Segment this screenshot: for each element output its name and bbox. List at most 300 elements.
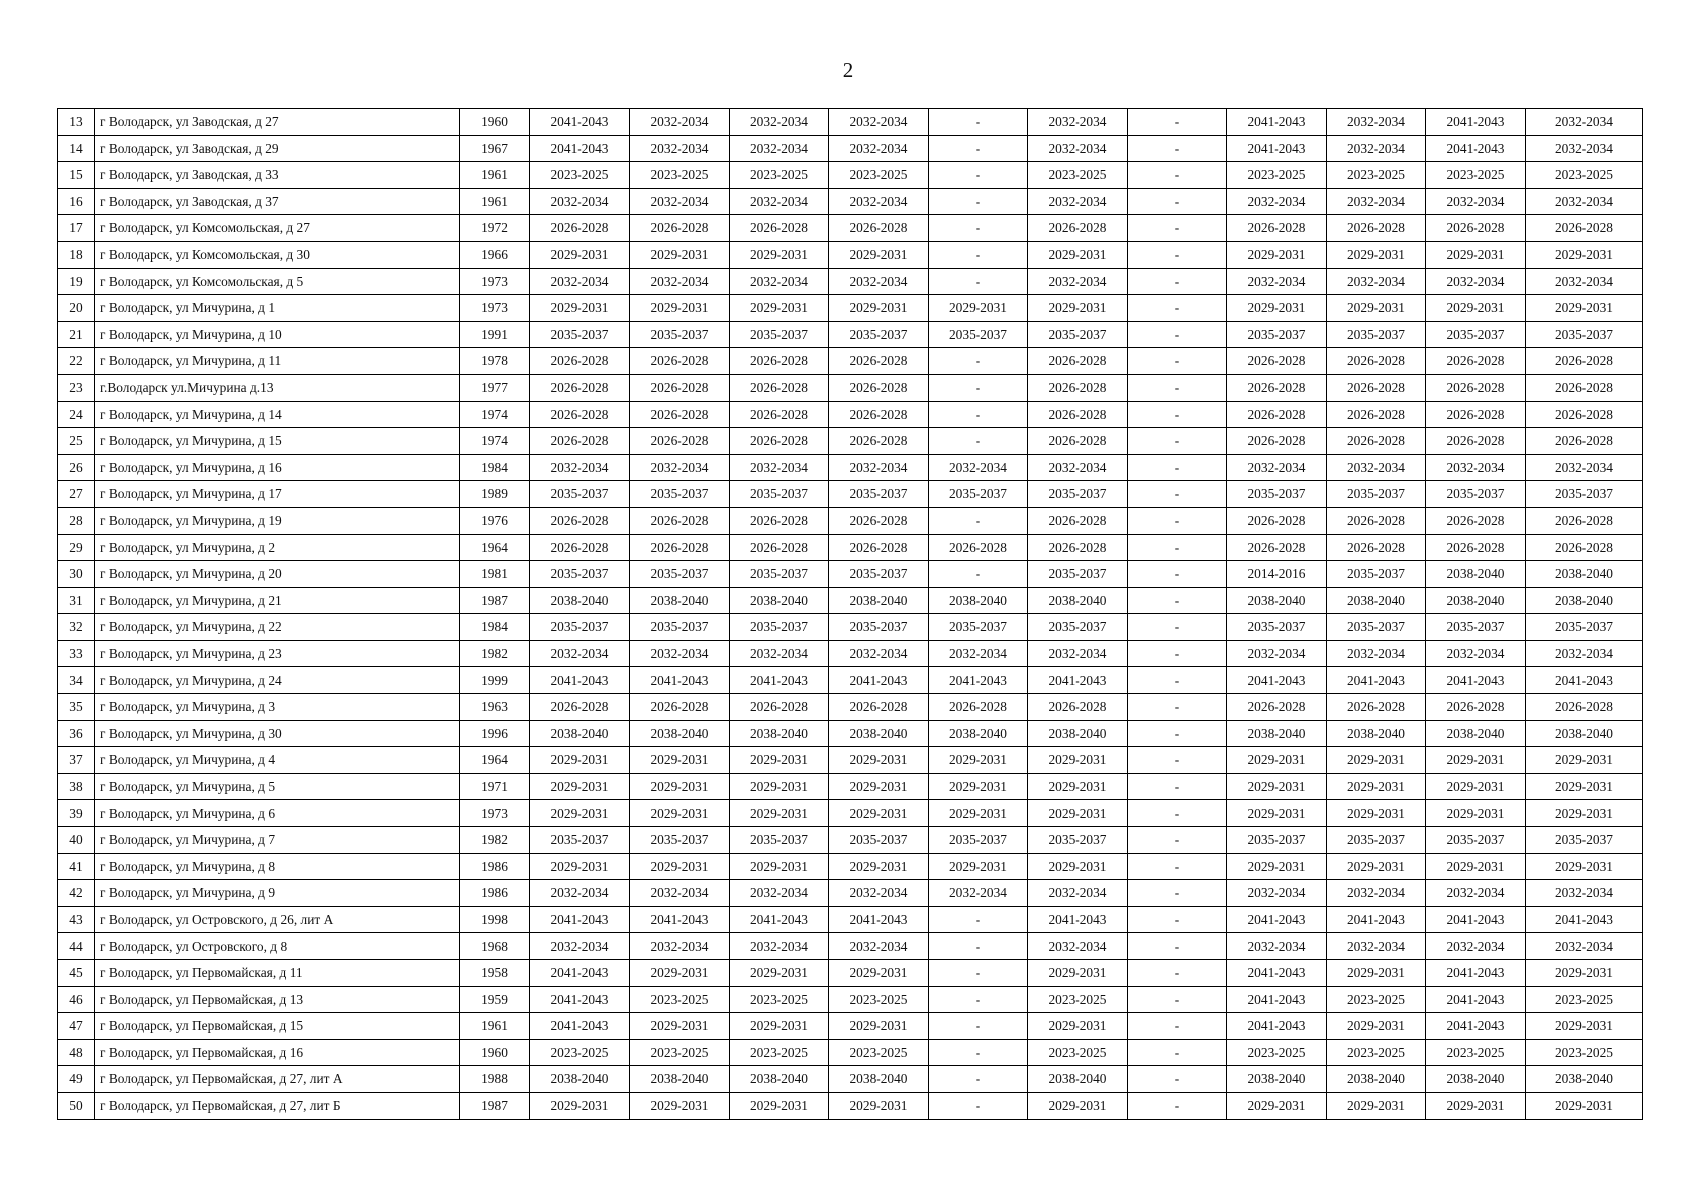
- period-cell: 2026-2028: [730, 534, 829, 561]
- period-cell: 2038-2040: [1526, 587, 1643, 614]
- period-cell: 2032-2034: [829, 933, 929, 960]
- address-cell: г Володарск, ул Мичурина, д 23: [95, 640, 460, 667]
- period-cell: -: [929, 1092, 1028, 1119]
- table-row: [58, 1066, 1643, 1093]
- period-cell: 2029-2031: [929, 295, 1028, 322]
- period-cell: 2035-2037: [730, 614, 829, 641]
- period-cell: 2029-2031: [1028, 747, 1128, 774]
- address-cell: г Володарск, ул Комсомольская, д 27: [95, 215, 460, 242]
- period-cell: -: [1128, 481, 1227, 508]
- period-cell: 2026-2028: [530, 374, 630, 401]
- year-built-cell: 1999: [460, 667, 530, 694]
- period-cell: 2038-2040: [1028, 1066, 1128, 1093]
- period-cell: 2014-2016: [1227, 561, 1327, 588]
- row-number-cell: 40: [58, 827, 95, 854]
- period-cell: 2032-2034: [730, 268, 829, 295]
- period-cell: 2041-2043: [730, 906, 829, 933]
- period-cell: -: [929, 986, 1028, 1013]
- period-cell: 2035-2037: [1426, 321, 1526, 348]
- period-cell: 2035-2037: [730, 561, 829, 588]
- table-row: [58, 906, 1643, 933]
- period-cell: 2026-2028: [1426, 694, 1526, 721]
- table-row: [58, 960, 1643, 987]
- period-cell: 2029-2031: [1526, 773, 1643, 800]
- period-cell: 2023-2025: [1526, 986, 1643, 1013]
- period-cell: 2035-2037: [730, 827, 829, 854]
- year-built-cell: 1977: [460, 374, 530, 401]
- period-cell: 2032-2034: [1526, 454, 1643, 481]
- period-cell: -: [1128, 614, 1227, 641]
- period-cell: 2032-2034: [1426, 933, 1526, 960]
- address-cell: г Володарск, ул Мичурина, д 8: [95, 853, 460, 880]
- period-cell: 2029-2031: [530, 773, 630, 800]
- row-number-cell: 30: [58, 561, 95, 588]
- table-row: [58, 374, 1643, 401]
- page-number: 2: [842, 58, 854, 82]
- period-cell: 2032-2034: [1327, 188, 1426, 215]
- period-cell: 2032-2034: [1526, 188, 1643, 215]
- period-cell: 2041-2043: [530, 135, 630, 162]
- period-cell: 2023-2025: [530, 162, 630, 189]
- period-cell: -: [1128, 986, 1227, 1013]
- period-cell: -: [1128, 188, 1227, 215]
- period-cell: -: [929, 906, 1028, 933]
- period-cell: 2026-2028: [1526, 374, 1643, 401]
- period-cell: -: [1128, 933, 1227, 960]
- period-cell: 2029-2031: [1526, 1013, 1643, 1040]
- period-cell: 2026-2028: [829, 428, 929, 455]
- address-cell: г Володарск, ул Мичурина, д 21: [95, 587, 460, 614]
- period-cell: -: [1128, 827, 1227, 854]
- period-cell: 2041-2043: [630, 667, 730, 694]
- period-cell: 2029-2031: [1227, 800, 1327, 827]
- period-cell: -: [1128, 268, 1227, 295]
- period-cell: 2026-2028: [730, 401, 829, 428]
- row-number-cell: 16: [58, 188, 95, 215]
- row-number-cell: 36: [58, 720, 95, 747]
- table-row: [58, 827, 1643, 854]
- period-cell: 2026-2028: [1227, 428, 1327, 455]
- period-cell: 2029-2031: [530, 241, 630, 268]
- period-cell: 2041-2043: [1526, 906, 1643, 933]
- period-cell: -: [929, 1039, 1028, 1066]
- period-cell: 2032-2034: [530, 188, 630, 215]
- period-cell: 2029-2031: [1227, 241, 1327, 268]
- period-cell: 2029-2031: [630, 295, 730, 322]
- period-cell: 2026-2028: [1327, 428, 1426, 455]
- period-cell: 2029-2031: [1526, 800, 1643, 827]
- table-row: [58, 454, 1643, 481]
- period-cell: 2026-2028: [530, 348, 630, 375]
- period-cell: 2026-2028: [730, 694, 829, 721]
- period-cell: 2029-2031: [1526, 295, 1643, 322]
- year-built-cell: 1976: [460, 507, 530, 534]
- year-built-cell: 1986: [460, 853, 530, 880]
- period-cell: -: [1128, 906, 1227, 933]
- table-row: [58, 109, 1643, 136]
- period-cell: 2032-2034: [630, 640, 730, 667]
- table-row: [58, 348, 1643, 375]
- table-row: [58, 853, 1643, 880]
- period-cell: -: [929, 428, 1028, 455]
- year-built-cell: 1987: [460, 1092, 530, 1119]
- period-cell: 2032-2034: [630, 135, 730, 162]
- year-built-cell: 1984: [460, 454, 530, 481]
- period-cell: 2029-2031: [530, 853, 630, 880]
- period-cell: -: [929, 933, 1028, 960]
- address-cell: г Володарск, ул Заводская, д 27: [95, 109, 460, 136]
- period-cell: 2032-2034: [530, 640, 630, 667]
- row-number-cell: 39: [58, 800, 95, 827]
- period-cell: 2029-2031: [630, 853, 730, 880]
- address-cell: г Володарск, ул Мичурина, д 20: [95, 561, 460, 588]
- row-number-cell: 48: [58, 1039, 95, 1066]
- period-cell: 2026-2028: [1028, 507, 1128, 534]
- table-row: [58, 587, 1643, 614]
- row-number-cell: 25: [58, 428, 95, 455]
- period-cell: 2026-2028: [1426, 534, 1526, 561]
- period-cell: 2035-2037: [929, 321, 1028, 348]
- period-cell: 2032-2034: [630, 188, 730, 215]
- period-cell: 2035-2037: [829, 827, 929, 854]
- period-cell: -: [1128, 960, 1227, 987]
- period-cell: 2032-2034: [829, 880, 929, 907]
- row-number-cell: 19: [58, 268, 95, 295]
- period-cell: 2032-2034: [1426, 880, 1526, 907]
- period-cell: 2041-2043: [929, 667, 1028, 694]
- period-cell: 2032-2034: [1227, 188, 1327, 215]
- year-built-cell: 1968: [460, 933, 530, 960]
- period-cell: 2026-2028: [1426, 374, 1526, 401]
- period-cell: 2032-2034: [530, 880, 630, 907]
- period-cell: 2026-2028: [1227, 215, 1327, 242]
- row-number-cell: 49: [58, 1066, 95, 1093]
- address-cell: г Володарск, ул Островского, д 26, лит А: [95, 906, 460, 933]
- period-cell: 2029-2031: [1426, 747, 1526, 774]
- period-cell: 2041-2043: [1426, 135, 1526, 162]
- period-cell: 2038-2040: [630, 720, 730, 747]
- period-cell: 2038-2040: [530, 587, 630, 614]
- year-built-cell: 1988: [460, 1066, 530, 1093]
- period-cell: 2035-2037: [1327, 561, 1426, 588]
- period-cell: -: [1128, 507, 1227, 534]
- row-number-cell: 28: [58, 507, 95, 534]
- row-number-cell: 43: [58, 906, 95, 933]
- period-cell: 2035-2037: [1526, 614, 1643, 641]
- table-row: [58, 401, 1643, 428]
- period-cell: 2032-2034: [1028, 268, 1128, 295]
- period-cell: 2026-2028: [1028, 374, 1128, 401]
- period-cell: 2023-2025: [630, 986, 730, 1013]
- period-cell: 2023-2025: [829, 1039, 929, 1066]
- address-cell: г Володарск, ул Первомайская, д 11: [95, 960, 460, 987]
- period-cell: 2035-2037: [630, 827, 730, 854]
- period-cell: 2023-2025: [1327, 986, 1426, 1013]
- period-cell: 2038-2040: [1426, 587, 1526, 614]
- row-number-cell: 14: [58, 135, 95, 162]
- period-cell: 2035-2037: [730, 481, 829, 508]
- table-row: [58, 747, 1643, 774]
- period-cell: 2029-2031: [1327, 773, 1426, 800]
- year-built-cell: 1991: [460, 321, 530, 348]
- period-cell: 2038-2040: [829, 1066, 929, 1093]
- period-cell: -: [929, 960, 1028, 987]
- period-cell: 2032-2034: [630, 109, 730, 136]
- period-cell: 2038-2040: [1426, 561, 1526, 588]
- period-cell: 2041-2043: [1426, 1013, 1526, 1040]
- period-cell: 2035-2037: [530, 614, 630, 641]
- period-cell: 2032-2034: [1227, 454, 1327, 481]
- period-cell: 2032-2034: [1227, 640, 1327, 667]
- period-cell: -: [1128, 374, 1227, 401]
- period-cell: 2038-2040: [1526, 1066, 1643, 1093]
- period-cell: 2029-2031: [1526, 1092, 1643, 1119]
- period-cell: 2041-2043: [1327, 667, 1426, 694]
- table-row: [58, 773, 1643, 800]
- year-built-cell: 1971: [460, 773, 530, 800]
- period-cell: 2026-2028: [1426, 401, 1526, 428]
- period-cell: 2026-2028: [630, 401, 730, 428]
- period-cell: 2035-2037: [829, 561, 929, 588]
- period-cell: -: [929, 1066, 1028, 1093]
- table-row: [58, 215, 1643, 242]
- period-cell: 2026-2028: [1327, 348, 1426, 375]
- period-cell: 2032-2034: [1327, 109, 1426, 136]
- period-cell: 2023-2025: [730, 1039, 829, 1066]
- period-cell: -: [929, 162, 1028, 189]
- period-cell: -: [929, 188, 1028, 215]
- period-cell: 2029-2031: [829, 241, 929, 268]
- period-cell: 2032-2034: [829, 268, 929, 295]
- table-row: [58, 268, 1643, 295]
- period-cell: 2032-2034: [730, 109, 829, 136]
- period-cell: 2026-2028: [1227, 348, 1327, 375]
- period-cell: 2035-2037: [530, 321, 630, 348]
- period-cell: -: [1128, 215, 1227, 242]
- period-cell: 2029-2031: [1426, 241, 1526, 268]
- period-cell: 2023-2025: [1028, 1039, 1128, 1066]
- year-built-cell: 1967: [460, 135, 530, 162]
- period-cell: 2023-2025: [1526, 1039, 1643, 1066]
- period-cell: 2023-2025: [1028, 986, 1128, 1013]
- period-cell: 2032-2034: [630, 454, 730, 481]
- table-row: [58, 561, 1643, 588]
- period-cell: 2035-2037: [1327, 614, 1426, 641]
- period-cell: -: [929, 348, 1028, 375]
- address-cell: г Володарск, ул Первомайская, д 15: [95, 1013, 460, 1040]
- table-row: [58, 720, 1643, 747]
- period-cell: 2026-2028: [1028, 428, 1128, 455]
- address-cell: г Володарск, ул Первомайская, д 27, лит А: [95, 1066, 460, 1093]
- address-cell: г Володарск, ул Мичурина, д 1: [95, 295, 460, 322]
- period-cell: 2026-2028: [1526, 694, 1643, 721]
- period-cell: 2029-2031: [730, 295, 829, 322]
- period-cell: 2026-2028: [829, 507, 929, 534]
- period-cell: -: [929, 135, 1028, 162]
- period-cell: 2038-2040: [630, 1066, 730, 1093]
- period-cell: -: [1128, 587, 1227, 614]
- period-cell: 2023-2025: [1327, 1039, 1426, 1066]
- period-cell: 2029-2031: [730, 1013, 829, 1040]
- period-cell: 2041-2043: [1227, 1013, 1327, 1040]
- period-cell: 2026-2028: [829, 694, 929, 721]
- row-number-cell: 22: [58, 348, 95, 375]
- address-cell: г Володарск, ул Заводская, д 37: [95, 188, 460, 215]
- table-row: [58, 428, 1643, 455]
- year-built-cell: 1986: [460, 880, 530, 907]
- period-cell: 2029-2031: [1426, 295, 1526, 322]
- table-row: [58, 1039, 1643, 1066]
- period-cell: 2035-2037: [630, 614, 730, 641]
- period-cell: 2032-2034: [1028, 880, 1128, 907]
- period-cell: 2032-2034: [730, 933, 829, 960]
- period-cell: 2041-2043: [1227, 135, 1327, 162]
- table-row: [58, 507, 1643, 534]
- year-built-cell: 1973: [460, 268, 530, 295]
- period-cell: 2035-2037: [1227, 481, 1327, 508]
- period-cell: -: [1128, 561, 1227, 588]
- table-row: [58, 880, 1643, 907]
- address-cell: г Володарск, ул Мичурина, д 4: [95, 747, 460, 774]
- period-cell: 2026-2028: [1028, 401, 1128, 428]
- address-cell: г Володарск, ул Островского, д 8: [95, 933, 460, 960]
- period-cell: 2035-2037: [630, 321, 730, 348]
- period-cell: 2035-2037: [1028, 827, 1128, 854]
- period-cell: 2035-2037: [1028, 614, 1128, 641]
- row-number-cell: 13: [58, 109, 95, 136]
- period-cell: 2038-2040: [530, 1066, 630, 1093]
- period-cell: 2029-2031: [630, 773, 730, 800]
- period-cell: 2035-2037: [1028, 321, 1128, 348]
- period-cell: 2029-2031: [829, 747, 929, 774]
- period-cell: 2032-2034: [730, 188, 829, 215]
- period-cell: 2026-2028: [1526, 401, 1643, 428]
- period-cell: 2038-2040: [1426, 720, 1526, 747]
- period-cell: 2041-2043: [1426, 986, 1526, 1013]
- period-cell: 2032-2034: [1526, 933, 1643, 960]
- period-cell: 2026-2028: [1526, 507, 1643, 534]
- period-cell: 2029-2031: [1426, 800, 1526, 827]
- year-built-cell: 1998: [460, 906, 530, 933]
- period-cell: 2032-2034: [1426, 454, 1526, 481]
- year-built-cell: 1982: [460, 640, 530, 667]
- address-cell: г Володарск, ул Мичурина, д 22: [95, 614, 460, 641]
- period-cell: 2029-2031: [1227, 773, 1327, 800]
- period-cell: 2032-2034: [1227, 268, 1327, 295]
- period-cell: -: [1128, 135, 1227, 162]
- period-cell: 2032-2034: [1526, 135, 1643, 162]
- period-cell: 2023-2025: [1227, 1039, 1327, 1066]
- period-cell: 2026-2028: [929, 694, 1028, 721]
- period-cell: -: [929, 215, 1028, 242]
- period-cell: -: [1128, 162, 1227, 189]
- period-cell: 2023-2025: [1327, 162, 1426, 189]
- period-cell: 2041-2043: [530, 960, 630, 987]
- row-number-cell: 17: [58, 215, 95, 242]
- period-cell: 2041-2043: [1227, 109, 1327, 136]
- table-row: [58, 1013, 1643, 1040]
- year-built-cell: 1964: [460, 534, 530, 561]
- period-cell: 2026-2028: [1227, 401, 1327, 428]
- period-cell: 2035-2037: [829, 481, 929, 508]
- table-row: [58, 295, 1643, 322]
- period-cell: 2035-2037: [1426, 614, 1526, 641]
- period-cell: 2026-2028: [1028, 348, 1128, 375]
- period-cell: 2038-2040: [530, 720, 630, 747]
- period-cell: -: [1128, 454, 1227, 481]
- period-cell: 2038-2040: [829, 720, 929, 747]
- period-cell: 2026-2028: [530, 401, 630, 428]
- period-cell: -: [1128, 720, 1227, 747]
- period-cell: 2032-2034: [1028, 188, 1128, 215]
- period-cell: 2032-2034: [1526, 109, 1643, 136]
- period-cell: -: [1128, 321, 1227, 348]
- period-cell: 2029-2031: [730, 853, 829, 880]
- period-cell: 2029-2031: [1028, 1092, 1128, 1119]
- period-cell: 2038-2040: [1028, 587, 1128, 614]
- period-cell: 2026-2028: [1227, 694, 1327, 721]
- row-number-cell: 33: [58, 640, 95, 667]
- period-cell: 2029-2031: [829, 1092, 929, 1119]
- period-cell: -: [1128, 773, 1227, 800]
- period-cell: 2026-2028: [829, 401, 929, 428]
- period-cell: 2029-2031: [1028, 773, 1128, 800]
- period-cell: -: [929, 268, 1028, 295]
- period-cell: 2032-2034: [929, 880, 1028, 907]
- year-built-cell: 1972: [460, 215, 530, 242]
- period-cell: 2026-2028: [530, 215, 630, 242]
- period-cell: 2023-2025: [829, 162, 929, 189]
- period-cell: 2029-2031: [530, 800, 630, 827]
- year-built-cell: 1961: [460, 1013, 530, 1040]
- year-built-cell: 1987: [460, 587, 530, 614]
- period-cell: 2032-2034: [1028, 933, 1128, 960]
- period-cell: 2032-2034: [1327, 135, 1426, 162]
- period-cell: 2029-2031: [1227, 747, 1327, 774]
- period-cell: 2038-2040: [730, 1066, 829, 1093]
- period-cell: 2032-2034: [929, 454, 1028, 481]
- period-cell: 2023-2025: [730, 986, 829, 1013]
- year-built-cell: 1963: [460, 694, 530, 721]
- period-cell: 2029-2031: [1526, 241, 1643, 268]
- period-cell: 2038-2040: [730, 720, 829, 747]
- period-cell: 2026-2028: [530, 694, 630, 721]
- period-cell: 2035-2037: [1327, 481, 1426, 508]
- year-built-cell: 1973: [460, 295, 530, 322]
- period-cell: 2026-2028: [829, 374, 929, 401]
- period-cell: 2029-2031: [929, 747, 1028, 774]
- period-cell: 2026-2028: [630, 215, 730, 242]
- period-cell: 2038-2040: [1526, 561, 1643, 588]
- period-cell: 2026-2028: [530, 428, 630, 455]
- period-cell: 2032-2034: [1526, 640, 1643, 667]
- period-cell: 2035-2037: [1028, 481, 1128, 508]
- period-cell: 2038-2040: [1426, 1066, 1526, 1093]
- period-cell: 2038-2040: [1227, 1066, 1327, 1093]
- period-cell: 2026-2028: [1526, 215, 1643, 242]
- table-row: [58, 614, 1643, 641]
- row-number-cell: 38: [58, 773, 95, 800]
- period-cell: 2029-2031: [1028, 1013, 1128, 1040]
- period-cell: 2041-2043: [630, 906, 730, 933]
- period-cell: 2026-2028: [730, 507, 829, 534]
- period-cell: -: [1128, 401, 1227, 428]
- repair-schedule-table: [57, 108, 1643, 1120]
- period-cell: -: [1128, 241, 1227, 268]
- period-cell: 2026-2028: [730, 428, 829, 455]
- period-cell: 2026-2028: [1526, 534, 1643, 561]
- period-cell: 2029-2031: [1327, 960, 1426, 987]
